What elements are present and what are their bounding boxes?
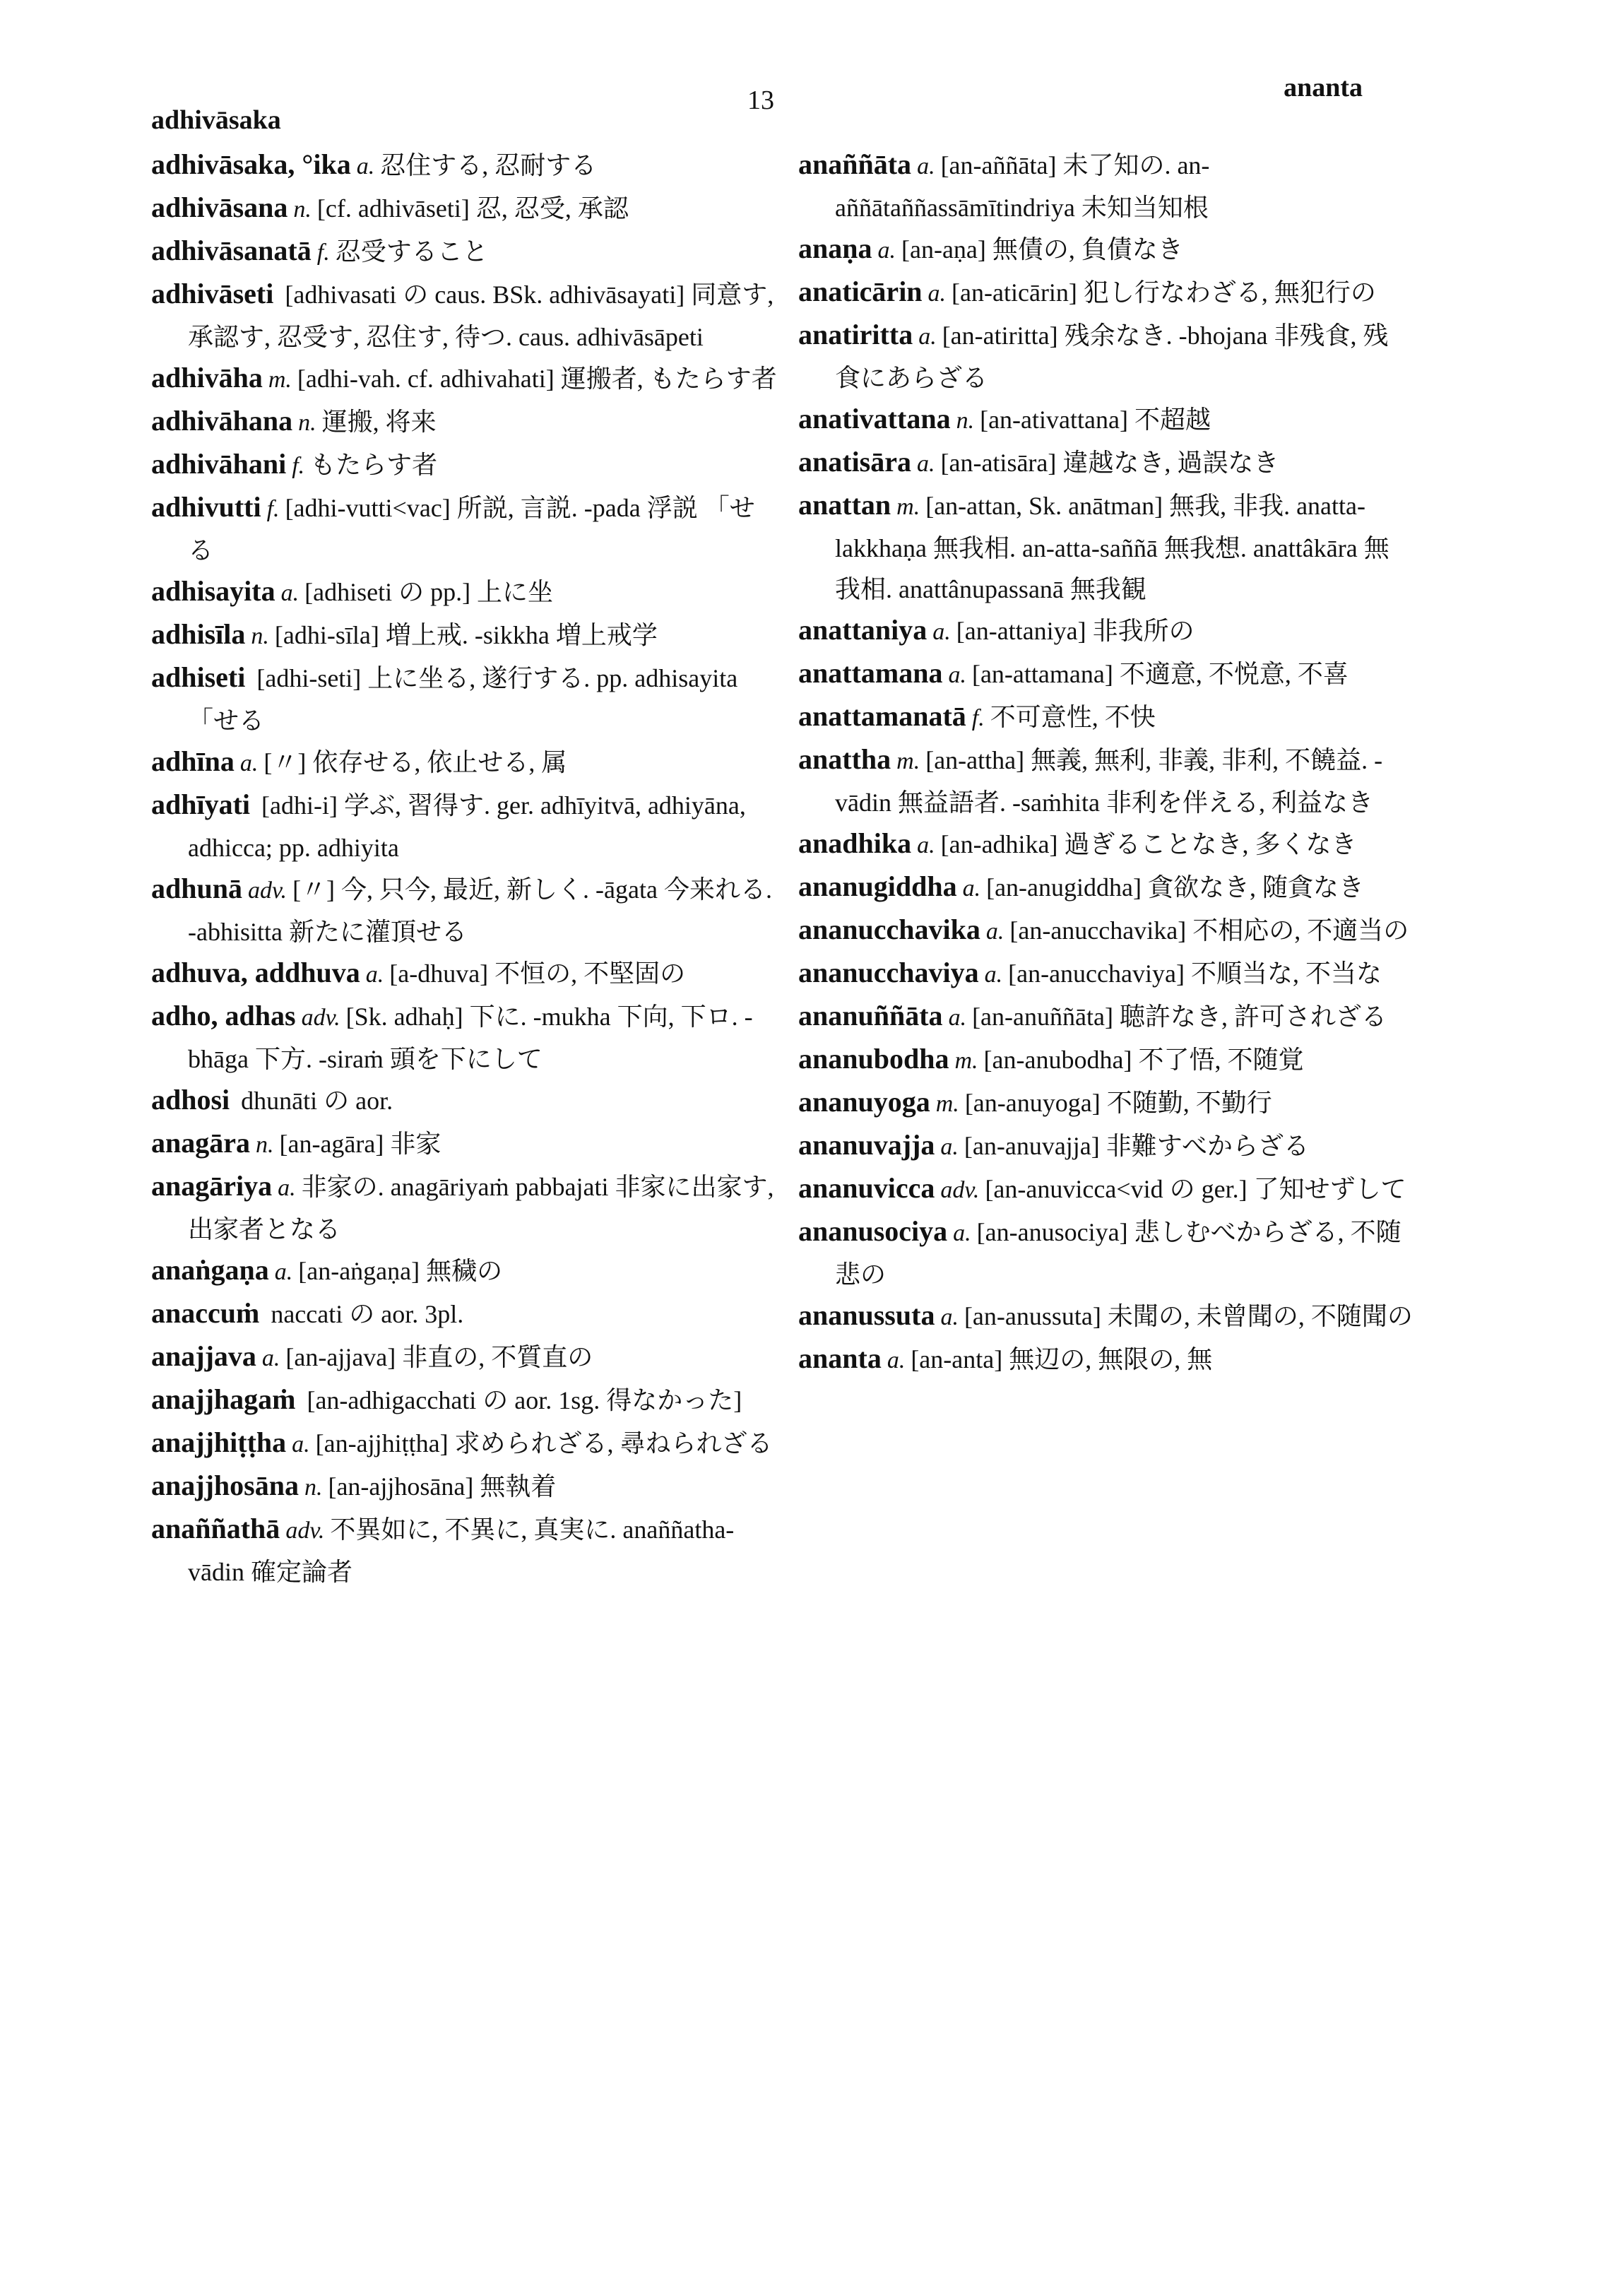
definition: dhunāti の aor. — [241, 1087, 393, 1115]
definition: [an-ajjhosāna] 無執着 — [328, 1472, 557, 1501]
grammar: m. — [935, 1091, 959, 1117]
left-column — [151, 144, 780, 1592]
grammar: a. — [948, 1005, 967, 1031]
left-guide-word: adhivāsaka — [151, 105, 281, 135]
headword: anajjhiṭṭha — [151, 1426, 287, 1458]
grammar: adv. — [285, 1518, 325, 1544]
grammar: f. — [266, 496, 280, 522]
entry — [151, 1465, 780, 1508]
grammar: n. — [256, 1132, 274, 1158]
grammar: a. — [984, 962, 1003, 988]
headword: ananussuta — [798, 1299, 935, 1331]
entry — [151, 784, 780, 868]
definition: [an-ajjhiṭṭha] 求められざる, 尋ねられざる — [315, 1429, 773, 1458]
entry — [151, 1293, 780, 1336]
headword: anaccuṁ — [151, 1297, 260, 1329]
entry — [798, 314, 1413, 398]
grammar: adv. — [301, 1005, 340, 1031]
grammar: a. — [261, 1345, 280, 1371]
definition: [an-anuvicca<vid の ger.] 了知せずして — [985, 1175, 1406, 1203]
definition: [Sk. adhaḥ] 下に. -mukha 下向, 下ロ. -bhāga 下方. -siraṁ 頭を下にして — [188, 1003, 753, 1073]
headword: ananucchaviya — [798, 957, 979, 988]
grammar: a. — [917, 451, 935, 477]
entry — [798, 1211, 1413, 1295]
definition: [adhi-vutti<vac] 所説, 言説. -pada 浮説 「せる — [188, 494, 755, 564]
entry — [798, 866, 1413, 909]
entry — [151, 571, 780, 614]
headword: anagāra — [151, 1127, 250, 1159]
headword: anaññāta — [798, 148, 912, 180]
definition: [an-anta] 無辺の, 無限の, 無 — [911, 1345, 1213, 1373]
grammar: adv. — [940, 1177, 980, 1203]
grammar: a. — [365, 962, 384, 988]
entry — [798, 1168, 1413, 1211]
grammar: a. — [940, 1304, 959, 1330]
entry — [151, 444, 780, 487]
headword: adhisayita — [151, 575, 275, 607]
definition: [adhi-sīla] 増上戒. -sikkha 増上戒学 — [274, 621, 658, 649]
headword: adhivāhana — [151, 405, 293, 437]
entry — [151, 741, 780, 784]
definition: [an-atisāra] 違越なき, 過誤なき — [940, 449, 1279, 477]
entry — [151, 1379, 780, 1422]
entry — [798, 995, 1413, 1039]
headword: anattamanatā — [798, 700, 966, 732]
definition: 運搬, 将来 — [321, 408, 437, 436]
definition: [an-anucchavika] 不相応の, 不適当の — [1009, 916, 1409, 945]
definition: 非家の. anagāriyaṁ pabbajati 非家に出家す, 出家者となる — [188, 1173, 774, 1243]
definition: [adhiseti の pp.] 上に坐 — [304, 578, 554, 606]
grammar: a. — [948, 662, 966, 688]
definition: [an-ajjava] 非直の, 不質直の — [285, 1343, 593, 1371]
headword: ananuyoga — [798, 1086, 930, 1118]
definition: [adhi-vah. cf. adhivahati] 運搬者, もたらす者 — [297, 365, 777, 393]
headword: adhīyati — [151, 788, 251, 820]
headword: adhivāseti — [151, 278, 274, 309]
headword: anajjhagaṁ — [151, 1383, 296, 1415]
entry — [151, 1422, 780, 1465]
headword: adhosi — [151, 1084, 230, 1116]
entry — [151, 657, 780, 741]
definition: 不可意性, 不快 — [990, 703, 1156, 731]
entry — [798, 610, 1413, 653]
headword: anativattana — [798, 403, 951, 434]
entry — [798, 1039, 1413, 1082]
grammar: a. — [940, 1134, 959, 1160]
grammar: a. — [278, 1175, 296, 1201]
headword: adhiseti — [151, 661, 246, 693]
definition: [an-adhika] 過ぎることなき, 多くなき — [940, 830, 1357, 858]
entry — [151, 1166, 780, 1250]
entry — [151, 868, 780, 952]
grammar: a. — [962, 875, 981, 901]
definition: [an-anubodha] 不了悟, 不随覚 — [983, 1046, 1304, 1074]
grammar: a. — [917, 153, 935, 179]
entry — [151, 357, 780, 401]
entry — [798, 485, 1413, 610]
definition: もたらす者 — [310, 451, 438, 479]
headword: ananucchavika — [798, 914, 980, 945]
definition: [a-dhuva] 不恒の, 不堅固の — [389, 959, 686, 988]
headword: adhivāsanatā — [151, 235, 312, 266]
headword: anajjava — [151, 1340, 256, 1372]
entry — [151, 1123, 780, 1166]
grammar: m. — [954, 1048, 978, 1074]
headword: ananusociya — [798, 1215, 948, 1247]
headword: adhunā — [151, 873, 242, 904]
grammar: m. — [896, 494, 920, 520]
entry — [798, 144, 1413, 228]
definition: [an-anuvajja] 非難すべからざる — [964, 1132, 1310, 1160]
definition: [〃] 今, 只今, 最近, 新しく. -āgata 今来れる. -abhisitta 新たに灌頂せる — [188, 875, 772, 946]
entry — [151, 1336, 780, 1379]
grammar: m. — [268, 367, 292, 393]
definition: [an-agāra] 非家 — [279, 1130, 441, 1158]
headword: anadhika — [798, 827, 912, 859]
entry — [151, 995, 780, 1080]
definition: [an-attha] 無義, 無利, 非義, 非利, 不饒益. -vādin 無益語者. -saṁhita 非利を伴える, 利益なき — [835, 746, 1383, 817]
grammar: a. — [927, 280, 947, 307]
grammar: f. — [971, 705, 985, 731]
entry — [798, 398, 1413, 442]
entry — [798, 442, 1413, 485]
entry — [798, 1338, 1413, 1381]
grammar: a. — [953, 1220, 971, 1246]
grammar: a. — [292, 1431, 310, 1458]
entry — [151, 1250, 780, 1293]
grammar: n. — [293, 196, 312, 223]
entry — [798, 271, 1413, 314]
definition: [〃] 依存せる, 依止せる, 属 — [263, 748, 567, 776]
definition: [an-atiritta] 残余なき. -bhojana 非残食, 残食にあらざる — [835, 321, 1389, 392]
grammar: a. — [280, 580, 300, 606]
headword: anaññathā — [151, 1513, 280, 1544]
headword: adhivāsana — [151, 191, 288, 223]
entry — [151, 1080, 780, 1123]
headword: ananuvajja — [798, 1129, 935, 1161]
grammar: a. — [932, 619, 951, 645]
headword: anajjhosāna — [151, 1470, 299, 1501]
entry — [798, 1125, 1413, 1168]
headword: adhīna — [151, 745, 235, 777]
definition: [an-aticārin] 犯し行なわざる, 無犯行の — [952, 278, 1376, 307]
page-number: 13 — [747, 85, 774, 115]
grammar: n. — [304, 1474, 323, 1501]
headword: ananta — [798, 1342, 882, 1374]
grammar: n. — [956, 408, 975, 434]
definition: 忍受すること — [335, 237, 488, 266]
entry — [151, 187, 780, 230]
entry — [798, 739, 1413, 823]
entry — [798, 228, 1413, 271]
definition: [an-anuññāta] 聴許なき, 許可されざる — [972, 1003, 1387, 1031]
entry — [151, 952, 780, 995]
definition: [an-anuyoga] 不随勤, 不勤行 — [964, 1089, 1272, 1117]
grammar: a. — [985, 918, 1004, 945]
entry — [151, 614, 780, 657]
grammar: m. — [896, 748, 920, 774]
headword: anatisāra — [798, 446, 911, 478]
headword: adhivāsaka, °ika — [151, 148, 351, 180]
headword: anagāriya — [151, 1170, 273, 1202]
headword: adhivutti — [151, 491, 261, 523]
definition: [adhi-i] 学ぶ, 習得す. ger. adhīyitvā, adhiyāna, adhicca; pp. adhiyita — [188, 791, 746, 862]
grammar: f. — [316, 240, 330, 266]
definition: [an-anucchaviya] 不順当な, 不当な — [1008, 959, 1382, 988]
headword: ananuvicca — [798, 1172, 935, 1204]
headword: anattha — [798, 743, 891, 775]
headword: anattaniya — [798, 614, 927, 646]
headword: ananubodha — [798, 1043, 949, 1075]
definition: [an-attaniya] 非我所の — [956, 617, 1195, 645]
definition: [an-aṇa] 無債の, 負債なき — [901, 235, 1183, 264]
definition: [cf. adhivāseti] 忍, 忍受, 承認 — [316, 194, 629, 223]
grammar: a. — [274, 1259, 293, 1285]
grammar: a. — [887, 1347, 906, 1373]
entry — [151, 144, 780, 187]
grammar: a. — [877, 237, 896, 264]
headword: adho, adhas — [151, 1000, 296, 1031]
headword: anattamana — [798, 657, 943, 689]
headword: adhivāhani — [151, 448, 287, 480]
entry — [151, 273, 780, 357]
grammar: a. — [239, 750, 259, 776]
grammar: a. — [918, 324, 937, 350]
headword: anatiritta — [798, 319, 913, 350]
definition: naccati の aor. 3pl. — [271, 1300, 464, 1328]
right-guide-word: ananta — [1284, 73, 1363, 102]
entry — [798, 1082, 1413, 1125]
headword: anaṇa — [798, 232, 872, 264]
grammar: a. — [917, 832, 935, 858]
entry — [798, 1295, 1413, 1338]
definition: [an-attan, Sk. anātman] 無我, 非我. anatta-lakkhaṇa 無我相. an-atta-saññā 無我想. anattâkāra 無我相. anattânupassanā 無我観 — [835, 492, 1389, 603]
entry — [798, 952, 1413, 995]
entry — [151, 1508, 780, 1592]
grammar: a. — [356, 153, 375, 179]
entry — [151, 230, 780, 273]
definition: [an-adhigacchati の aor. 1sg. 得なかった] — [307, 1386, 742, 1414]
definition: [an-aññāta] 未了知の. an-aññātaññassāmītindriya 未知当知根 — [835, 151, 1210, 222]
headword: adhuva, addhuva — [151, 957, 360, 988]
definition: [adhivasati の caus. BSk. adhivāsayati] 同意す, 承認す, 忍受す, 忍住す, 待つ. caus. adhivāsāpeti — [188, 280, 774, 351]
entry — [151, 401, 780, 444]
definition: [an-ativattana] 不超越 — [980, 406, 1211, 434]
definition: [an-anusociya] 悲しむべからざる, 不随悲の — [835, 1218, 1401, 1289]
page-header — [0, 0, 1624, 141]
grammar: n. — [251, 623, 269, 649]
headword: adhisīla — [151, 618, 246, 650]
definition: [adhi-seti] 上に坐る, 遂行する. pp. adhisayita 「せる — [188, 664, 738, 735]
headword: adhivāha — [151, 362, 263, 394]
headword: anaṅgaṇa — [151, 1254, 269, 1286]
headword: anattan — [798, 489, 891, 521]
definition: 不異如に, 不異に, 真実に. anaññatha-vādin 確定論者 — [188, 1515, 735, 1586]
grammar: f. — [292, 453, 305, 479]
definition: [an-attamana] 不適意, 不悦意, 不喜 — [971, 660, 1349, 688]
entry — [798, 653, 1413, 696]
grammar: n. — [298, 410, 316, 436]
right-column — [798, 144, 1413, 1381]
definition: [an-anugiddha] 貪欲なき, 随貪なき — [986, 873, 1364, 901]
headword: anaticārin — [798, 276, 923, 307]
headword: ananuññāta — [798, 1000, 943, 1031]
entry — [798, 823, 1413, 866]
definition: 忍住する, 忍耐する — [380, 151, 597, 179]
headword: ananugiddha — [798, 870, 957, 902]
entry — [151, 487, 780, 571]
definition: [an-aṅgaṇa] 無穢の — [298, 1257, 503, 1285]
grammar: adv. — [247, 877, 288, 904]
entry — [798, 696, 1413, 739]
entry — [798, 909, 1413, 952]
definition: [an-anussuta] 未聞の, 未曾聞の, 不随聞の — [964, 1302, 1413, 1330]
